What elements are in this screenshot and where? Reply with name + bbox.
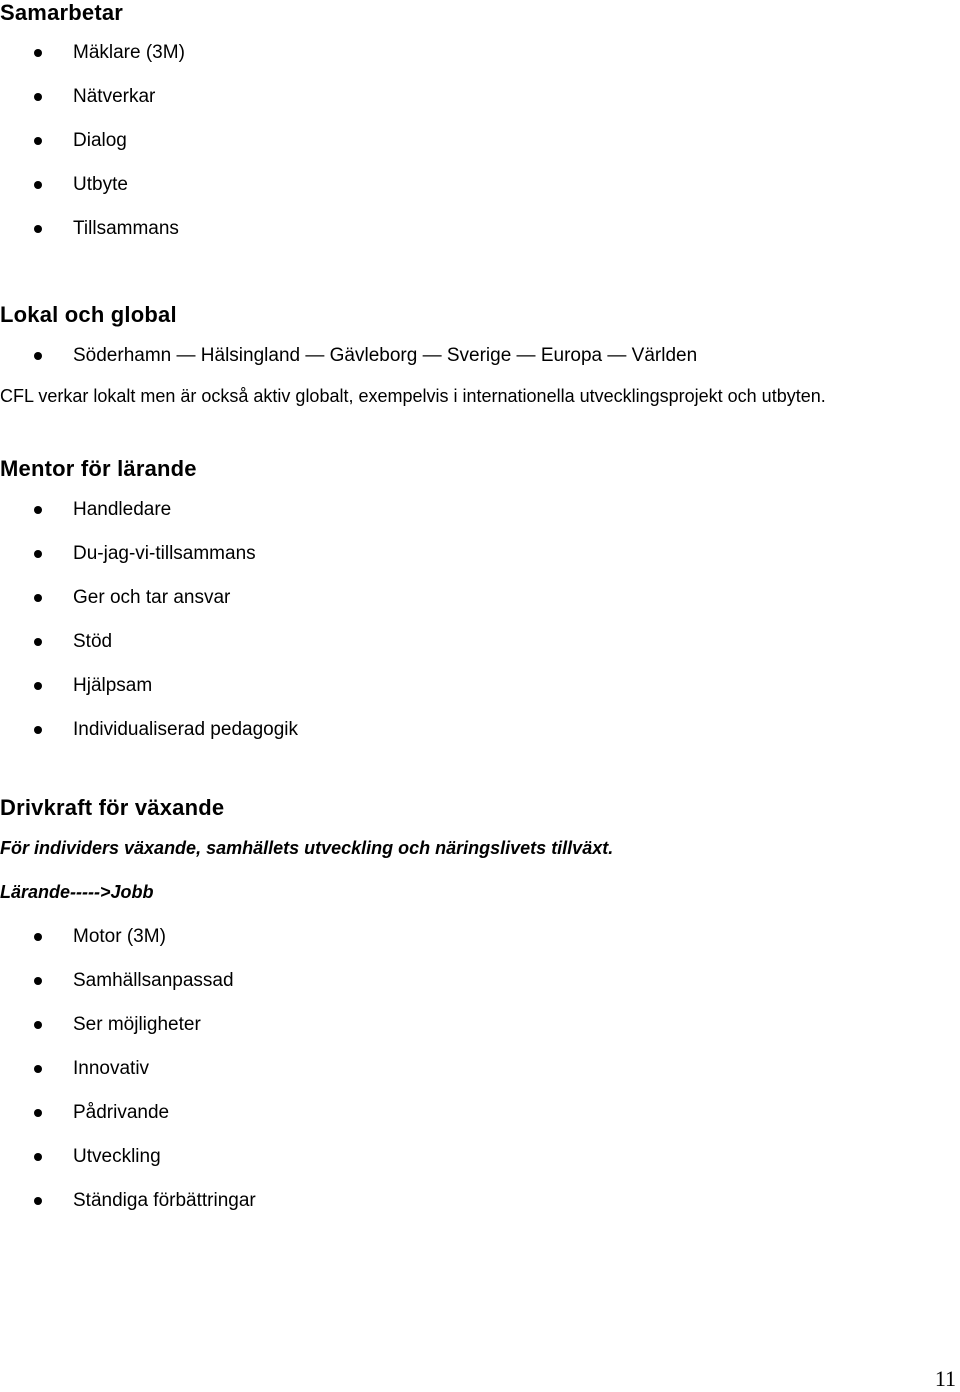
list-item-label: Utveckling — [73, 1146, 161, 1167]
bullet-icon — [34, 726, 42, 734]
list-item-label: Innovativ — [73, 1058, 150, 1079]
list-item-label: Du-jag-vi-tillsammans — [73, 543, 256, 564]
bullet-icon — [34, 506, 42, 514]
bullet-icon — [34, 1109, 42, 1117]
bullet-icon — [34, 93, 42, 101]
bullet-icon — [34, 1065, 42, 1073]
bullet-icon — [34, 1153, 42, 1161]
list-item-label: Utbyte — [73, 174, 128, 195]
list-item-label: Hjälpsam — [73, 675, 153, 696]
list-item-label: Mäklare (3M) — [73, 42, 185, 63]
list-item-label: Handledare — [73, 499, 172, 520]
section-heading-lokal-global: Lokal och global — [0, 302, 177, 327]
list-item-label: Nätverkar — [73, 86, 156, 107]
list-item-label: Samhällsanpassad — [73, 970, 234, 991]
bullet-icon — [34, 977, 42, 985]
list-item-label: Ger och tar ansvar — [73, 587, 231, 608]
bullet-icon — [34, 225, 42, 233]
bullet-icon — [34, 352, 42, 360]
section-heading-samarbetar: Samarbetar — [0, 0, 124, 25]
bullet-icon — [34, 682, 42, 690]
bullet-icon — [34, 181, 42, 189]
paragraph-lokal-global: CFL verkar lokalt men är också aktiv globalt, exempelvis i internationella utvecklingsprojekt och utbyten. — [0, 386, 826, 406]
list-item-label: Ständiga förbättringar — [73, 1190, 256, 1211]
bullet-icon — [34, 638, 42, 646]
bullet-icon — [34, 594, 42, 602]
bullet-icon — [34, 137, 42, 145]
list-item-label: Stöd — [73, 631, 113, 652]
list-item-label: Söderhamn — Hälsingland — Gävleborg — Sverige — Europa — Världen — [73, 345, 698, 366]
bullet-icon — [34, 933, 42, 941]
list-item-label: Dialog — [73, 130, 127, 151]
subtitle-drivkraft: För individers växande, samhällets utveckling och näringslivets tillväxt. — [0, 838, 614, 858]
bullet-icon — [34, 49, 42, 57]
subtitle-larande-jobb: Lärande----->Jobb — [0, 882, 154, 902]
section-heading-mentor: Mentor för lärande — [0, 456, 197, 481]
list-item-label: Ser möjligheter — [73, 1014, 201, 1035]
list-item-label: Individualiserad pedagogik — [73, 719, 298, 740]
bullet-icon — [34, 1197, 42, 1205]
page-number: 11 — [934, 1366, 956, 1391]
bullet-icon — [34, 550, 42, 558]
bullet-icon — [34, 1021, 42, 1029]
section-heading-drivkraft: Drivkraft för växande — [0, 795, 225, 820]
list-item-label: Motor (3M) — [73, 926, 166, 947]
list-item-label: Tillsammans — [73, 218, 179, 239]
list-item-label: Pådrivande — [73, 1102, 170, 1123]
